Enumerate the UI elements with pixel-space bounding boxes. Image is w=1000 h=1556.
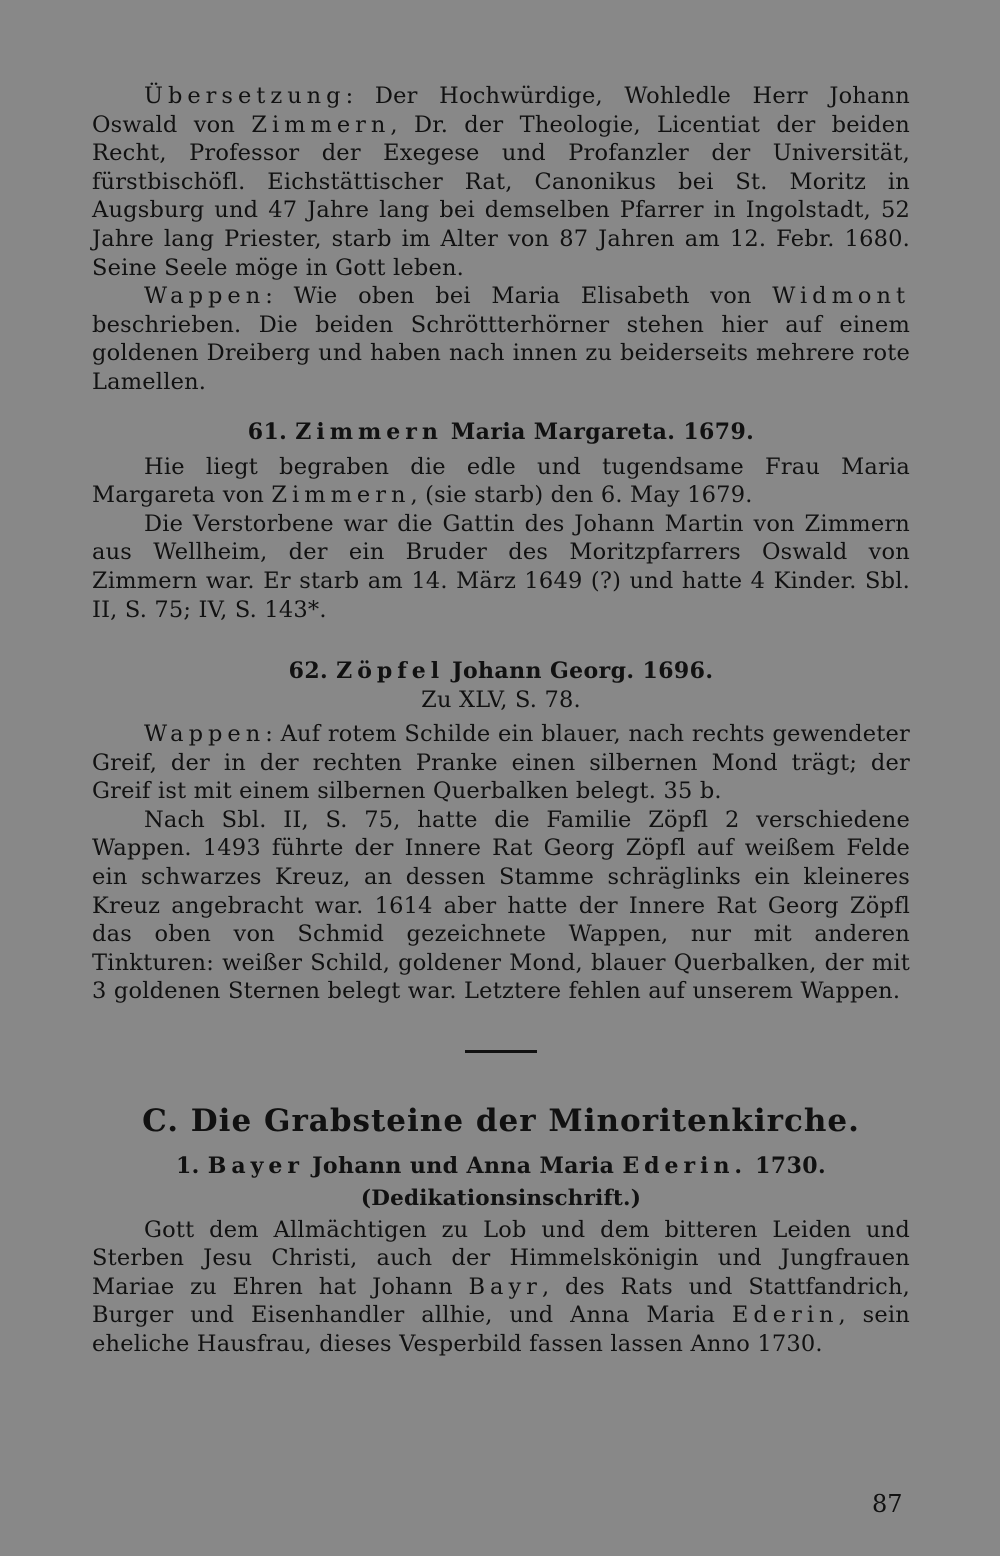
- entry-year: 1730.: [755, 1153, 827, 1180]
- entry-rest: Johann Georg. 1696.: [452, 658, 714, 685]
- note-paragraph-62: Nach Sbl. II, S. 75, hatte die Familie Zöpfl 2 verschiedene Wappen. 1493 führte der Innere Rat Georg Zöpfl auf weißem Felde ein schwarzes Kreuz, an dessen Stamme schräglinks ein kleineres Kreuz angebracht war. 1614 aber hatte der Innere Rat Georg Zöpfl das oben von Schmid gezeichnete Wappen, nur mit anderen Tinkturen: weißer Schild, goldener Mond, blauer Querbalken, der mit 3 goldenen Sternen belegt war. Letztere fehlen auf unserem Wappen.: [92, 806, 910, 1005]
- translation-lead: Übersetzung: [144, 83, 346, 109]
- entry-surname: Zimmern: [295, 418, 443, 445]
- entry-number: 61.: [247, 418, 288, 445]
- dedication-name-2: Ederin: [731, 1302, 839, 1329]
- section-divider: [465, 1050, 537, 1053]
- entry-surname-2: Ederin.: [622, 1153, 748, 1180]
- entry-surname: Zöpfel: [336, 658, 445, 685]
- coat-of-arms-paragraph-62: [92, 720, 910, 806]
- inscription-text-1: Hie liegt begraben die edle und tugendsame Frau Maria Margareta von: [92, 453, 910, 509]
- note-paragraph-61: Die Verstorbene war die Gattin des Johann Martin von Zimmern aus Wellheim, der ein Bruder des Moritzpfarrers Oswald von Zimmern war. Er starb am 14. März 1649 (?) und hatte 4 Kinder. Sbl. II, S. 75; IV, S. 143*.: [92, 510, 910, 623]
- dedication-text-1: Gott dem Allmächtigen zu Lob und dem bitteren Leiden und Sterben Jesu Christi, auch der Himmelskönigin und Jungfrauen Mariae zu Ehren hat Johann: [92, 1216, 910, 1300]
- translation-text-2: , Dr. der Theologie, Licentiat der beiden Recht, Professor der Exegese und Profanzler der Universität, fürstbischöfl. Eichstättischer Rat, Canonikus bei St. Moritz in Augsburg und 47 Jahre lang bei demselben Pfarrer in Ingolstadt, 52 Jahre lang Priester, starb im Alter von 87 Jahren am 12. Febr. 1680. Seine Seele möge in Gott leben.: [92, 111, 910, 281]
- translation-text-1: : Der Hochwürdige, Wohledle Herr Johann Oswald von: [92, 83, 910, 138]
- entry-rest: Maria Margareta. 1679.: [450, 418, 755, 445]
- entry-surname: Bayer: [207, 1153, 305, 1180]
- translation-name: Zimmern: [251, 111, 391, 138]
- dedication-text-2: , des Rats und Stattfandrich, Burger und Eisenhandler allhie, und Anna Maria: [92, 1273, 910, 1329]
- dedication-subheading: (Dedikationsinschrift.): [360, 1186, 642, 1212]
- coat-of-arms-name: Widmont: [772, 283, 910, 310]
- coat-of-arms-lead: Wappen: [144, 721, 266, 748]
- inscription-name: Zimmern: [271, 482, 411, 509]
- dedication-paragraph: [92, 1216, 910, 1359]
- entry-heading-62: [92, 658, 910, 684]
- entry-given-names: Johann und Anna Maria: [312, 1153, 615, 1180]
- page-number: 87: [872, 1490, 903, 1518]
- entry-heading-c1: [92, 1153, 910, 1179]
- entry-heading-61: [92, 419, 910, 445]
- inscription-text-2: , (sie starb) den 6. May 1679.: [410, 482, 753, 509]
- inscription-paragraph-61: [92, 453, 910, 510]
- page-body: [92, 82, 910, 1359]
- coat-of-arms-paragraph-60: [92, 282, 910, 396]
- translation-paragraph: [92, 82, 910, 282]
- entry-number: 1.: [175, 1153, 200, 1180]
- section-title: C. Die Grabsteine der Minoritenkirche.: [142, 1103, 860, 1140]
- coat-of-arms-lead: Wappen: [144, 283, 266, 310]
- coat-of-arms-text: : Auf rotem Schilde ein blauer, nach rechts gewendeter Greif, der in der rechten Pranke einen silbernen Mond trägt; der Greif ist mit einem silbernen Querbalken belegt. 35 b.: [92, 721, 910, 805]
- dedication-name: Bayr: [468, 1273, 542, 1300]
- coat-of-arms-text-1: : Wie oben bei Maria Elisabeth von: [265, 283, 773, 310]
- coat-of-arms-text-2: beschrieben. Die beiden Schröttterhörner stehen hier auf einem goldenen Dreiberg und haben nach innen zu beiderseits mehrere rote Lamellen.: [92, 311, 910, 395]
- entry-number: 62.: [288, 658, 329, 685]
- cross-reference: Zu XLV, S. 78.: [421, 687, 581, 714]
- dedication-text-3: , sein eheliche Hausfrau, dieses Vesperbild fassen lassen Anno 1730.: [92, 1302, 910, 1357]
